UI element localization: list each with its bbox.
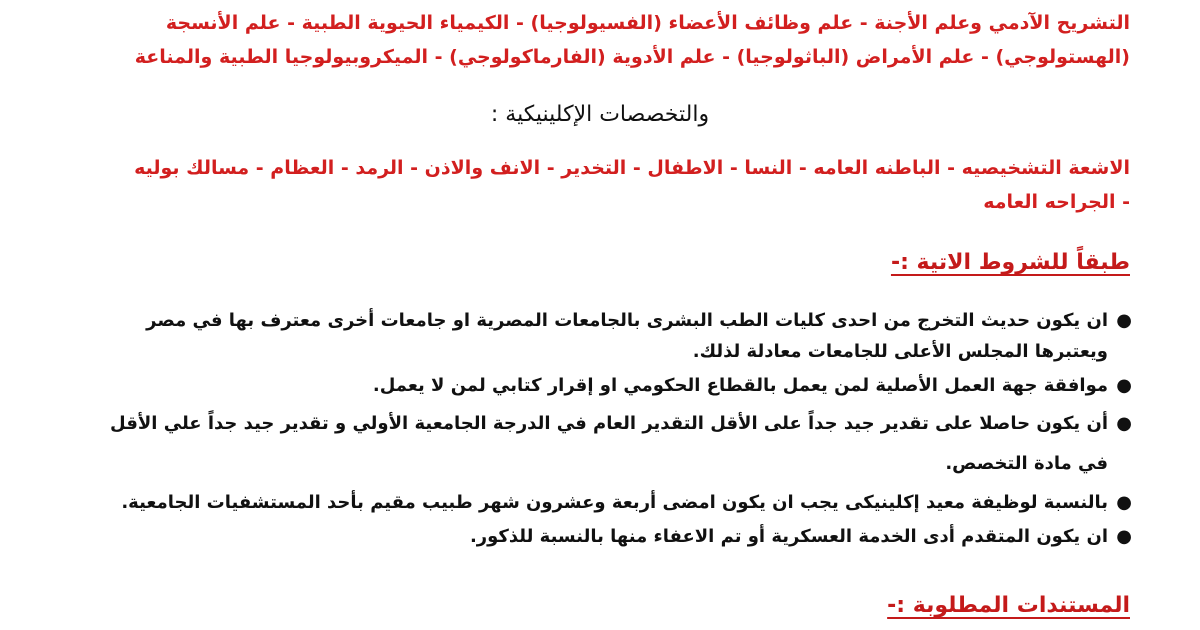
bullet-icon: ● <box>1116 526 1132 547</box>
required-documents-heading: المستندات المطلوبة :- <box>887 593 1130 618</box>
clinical-specialties-heading: والتخصصات الإكلينيكية : <box>490 102 710 127</box>
condition-item <box>108 487 1132 518</box>
bullet-icon: ● <box>1116 492 1132 513</box>
condition-item <box>108 521 1132 552</box>
condition-text: موافقة جهة العمل الأصلية لمن يعمل بالقطاع الحكومي او إقرار كتابي لمن لا يعمل. <box>372 375 1108 396</box>
bullet-icon: ● <box>1116 310 1132 331</box>
condition-text: بالنسبة لوظيفة معيد إكلينيكى يجب ان يكون امضى أربعة وعشرون شهر طبيب مقيم بأحد المستشفيات الجامعية. <box>121 492 1108 513</box>
condition-item <box>108 370 1132 401</box>
condition-text: ان يكون حديث التخرج من احدى كليات الطب البشرى بالجامعات المصرية او جامعات أخرى معترف بها في مصر ويعتبرها المجلس الأعلى للجامعات معادلة لذلك. <box>146 310 1108 362</box>
basic-sciences-paragraph: التشريح الآدمي وعلم الأجنة - علم وظائف الأعضاء (الفسيولوجيا) - الكيمياء الحيوية الطبية - علم الأنسجة (الهستولوجي) - علم الأمراض (الباثولوجيا) - علم الأدوية (الفارماكولوجي) - الميكروبيولوجيا الطبية والمناعة <box>134 12 1130 68</box>
conditions-list <box>108 305 1130 555</box>
condition-item <box>108 305 1132 367</box>
condition-text: ان يكون المتقدم أدى الخدمة العسكرية أو تم الاعفاء منها بالنسبة للذكور. <box>469 526 1108 547</box>
bullet-icon: ● <box>1116 413 1132 434</box>
condition-text: أن يكون حاصلا على تقدير جيد جداً على الأقل التقدير العام في الدرجة الجامعية الأولي و تقدير جيد جداً علي الأقل في مادة التخصص. <box>110 413 1108 474</box>
conditions-heading: طبقاً للشروط الاتية :- <box>890 250 1130 275</box>
clinical-specialties-paragraph: الاشعة التشخيصيه - الباطنه العامه - النسا - الاطفال - التخدير - الانف والاذن - الرمد - العظام - مسالك بوليه - الجراحه العامه <box>134 157 1130 213</box>
bullet-icon: ● <box>1116 375 1132 396</box>
condition-item <box>108 404 1132 484</box>
